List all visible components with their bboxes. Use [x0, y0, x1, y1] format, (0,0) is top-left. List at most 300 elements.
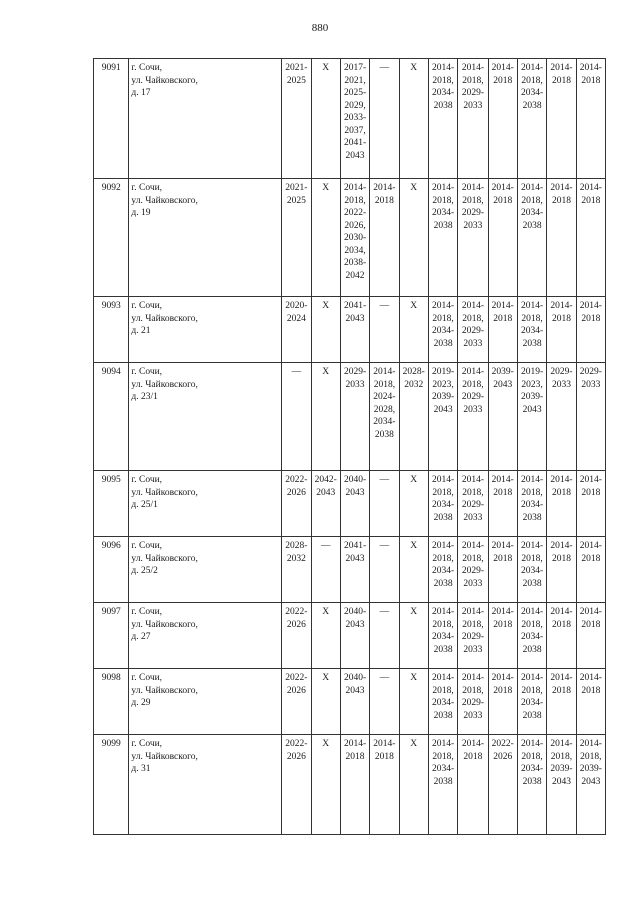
term-line: 2018,: [462, 195, 484, 206]
term-line: 2014-: [461, 673, 484, 683]
term-line: 2018,: [462, 379, 484, 390]
term-line: 2018,: [521, 75, 543, 86]
term-line: 2038: [433, 578, 453, 589]
term-line: 2043: [345, 685, 365, 696]
term-line: 2034-: [521, 764, 544, 774]
term-line: 2029-: [461, 326, 484, 336]
term-line: 2038: [522, 512, 542, 523]
term-line: 2033: [463, 100, 483, 111]
address-line: г. Сочи,: [131, 301, 163, 311]
term-line: 2029,: [344, 100, 366, 111]
term-cell: [488, 669, 517, 735]
term-cell: [428, 179, 457, 297]
address-line: д. 25/1: [131, 500, 158, 510]
term-line: 2024: [286, 313, 306, 324]
term-line: 2034-: [521, 632, 544, 642]
term-line: 2014-: [521, 541, 544, 551]
term-cell: [428, 669, 457, 735]
term-line: 2022-: [285, 673, 308, 683]
address-line: ул. Чайковского,: [131, 553, 198, 564]
term-line: 2038: [522, 644, 542, 655]
term-line: 2038: [522, 100, 542, 111]
term-cell: [370, 669, 399, 735]
term-line: 2014-: [579, 541, 602, 551]
term-line: 2018,: [521, 487, 543, 498]
address-line: г. Сочи,: [131, 673, 163, 683]
term-line: 2026: [286, 619, 306, 630]
term-cell: [488, 735, 517, 835]
term-cell: [458, 363, 488, 471]
term-cell: [370, 471, 399, 537]
table-row: [94, 603, 606, 669]
term-cell: [311, 537, 340, 603]
term-cell: [547, 669, 576, 735]
term-line: 2038: [522, 776, 542, 787]
term-cell: [340, 297, 369, 363]
term-line: 2018: [551, 313, 571, 324]
term-line: 2034-: [431, 208, 455, 218]
term-line: 2021-: [285, 183, 308, 193]
term-line: 2034-: [431, 566, 455, 576]
term-cell: [576, 735, 605, 835]
term-line: 2033: [463, 512, 483, 523]
address-line: г. Сочи,: [131, 367, 163, 377]
term-line: 2021,: [344, 75, 366, 86]
address-line: ул. Чайковского,: [131, 195, 198, 206]
term-line: 2018: [581, 195, 601, 206]
term-line: 2033: [463, 404, 483, 415]
address-line: д. 29: [131, 698, 151, 708]
term-line: 2014-: [461, 739, 484, 749]
term-line: 2014-: [461, 367, 484, 377]
table-row: [94, 735, 606, 835]
term-line: X: [410, 673, 418, 683]
term-line: 2018: [551, 487, 571, 498]
term-line: 2025: [286, 75, 306, 86]
term-line: 2043: [493, 379, 513, 390]
term-line: 2043: [522, 404, 542, 415]
term-line: 2034-: [431, 632, 455, 642]
term-line: 2014-: [550, 739, 573, 749]
term-cell: [399, 363, 428, 471]
term-line: 2029-: [550, 367, 573, 377]
term-cell: [458, 669, 488, 735]
term-cell: [488, 363, 517, 471]
term-line: 2014-: [550, 63, 573, 73]
term-line: 2038: [433, 710, 453, 721]
address-line: ул. Чайковского,: [131, 619, 198, 630]
address-line: ул. Чайковского,: [131, 379, 198, 390]
term-line: 2018,: [521, 195, 543, 206]
address-cell: [129, 669, 282, 735]
term-cell: [282, 735, 311, 835]
term-line: 2018,: [550, 751, 573, 762]
term-line: 2033: [463, 220, 483, 231]
term-line: 2030-: [343, 233, 367, 243]
term-line: X: [322, 673, 330, 683]
term-line: 2029-: [461, 632, 484, 642]
term-line: 2018,: [432, 487, 454, 498]
term-line: 2033: [463, 338, 483, 349]
term-cell: [576, 669, 605, 735]
term-cell: [517, 179, 546, 297]
term-line: 2017-: [343, 63, 367, 73]
term-line: 2022-: [491, 739, 514, 749]
table-row: [94, 471, 606, 537]
term-cell: [282, 603, 311, 669]
term-line: 2014-: [373, 367, 396, 377]
term-cell: [428, 735, 457, 835]
term-cell: [428, 603, 457, 669]
term-line: 2040-: [343, 673, 367, 683]
term-cell: [576, 603, 605, 669]
term-line: 2018,: [521, 619, 543, 630]
term-cell: [370, 603, 399, 669]
term-line: 2014-: [521, 183, 544, 193]
term-cell: [282, 179, 311, 297]
dash-mark: —: [379, 541, 390, 551]
term-line: 2043: [345, 150, 365, 161]
term-cell: [282, 669, 311, 735]
term-cell: [370, 297, 399, 363]
term-cell: [576, 59, 605, 179]
term-line: 2014-: [373, 739, 396, 749]
term-line: 2014-: [521, 673, 544, 683]
term-line: 2028,: [373, 404, 396, 415]
term-line: 2029-: [461, 208, 484, 218]
term-line: 2014-: [491, 673, 514, 683]
term-line: 2014-: [491, 541, 514, 551]
term-line: 2029-: [343, 367, 367, 377]
term-line: 2032: [286, 553, 306, 564]
term-line: 2014-: [521, 739, 544, 749]
term-line: 2014-: [461, 301, 484, 311]
term-line: 2014-: [521, 63, 544, 73]
term-line: 2018,: [462, 313, 484, 324]
term-line: 2018: [493, 553, 513, 564]
term-line: 2033: [463, 710, 483, 721]
row-number: 9091: [94, 59, 129, 179]
table-row: [94, 297, 606, 363]
term-line: 2038: [522, 338, 542, 349]
term-cell: [311, 669, 340, 735]
term-line: 2014-: [579, 607, 602, 617]
term-cell: [517, 669, 546, 735]
term-line: 2014-: [373, 183, 396, 193]
term-cell: [340, 59, 369, 179]
term-line: 2014-: [431, 739, 455, 749]
term-line: 2025-: [343, 88, 367, 98]
term-line: 2040-: [343, 607, 367, 617]
term-cell: [458, 471, 488, 537]
term-cell: [399, 471, 428, 537]
table-row: [94, 363, 606, 471]
term-line: 2038-: [343, 258, 367, 268]
term-cell: [547, 297, 576, 363]
term-cell: [458, 603, 488, 669]
term-cell: [458, 537, 488, 603]
table-row: [94, 179, 606, 297]
term-line: 2014-: [343, 183, 367, 193]
term-cell: [576, 537, 605, 603]
term-line: 2034-: [373, 417, 396, 427]
term-line: 2014-: [491, 183, 514, 193]
term-line: 2018: [493, 313, 513, 324]
term-cell: [428, 471, 457, 537]
dash-mark: —: [379, 475, 390, 485]
term-line: 2034-: [521, 566, 544, 576]
term-line: 2018: [581, 685, 601, 696]
term-cell: [340, 735, 369, 835]
term-cell: [517, 297, 546, 363]
address-line: ул. Чайковского,: [131, 487, 198, 498]
address-line: г. Сочи,: [131, 63, 163, 73]
term-line: 2021-: [285, 63, 308, 73]
address-cell: [129, 471, 282, 537]
term-line: 2018: [581, 619, 601, 630]
term-line: 2014-: [461, 541, 484, 551]
term-line: 2018: [551, 553, 571, 564]
address-line: д. 19: [131, 208, 151, 218]
term-line: 2014-: [579, 673, 602, 683]
term-line: 2018,: [432, 751, 454, 762]
term-line: 2018,: [432, 75, 454, 86]
term-line: 2018,: [373, 379, 396, 390]
term-line: 2014-: [550, 673, 573, 683]
term-line: 2026: [493, 751, 513, 762]
term-line: 2014-: [521, 607, 544, 617]
term-cell: [517, 59, 546, 179]
term-line: 2018,: [432, 195, 454, 206]
address-cell: [129, 735, 282, 835]
term-line: 2038: [433, 220, 453, 231]
term-line: 2018,: [432, 685, 454, 696]
address-cell: [129, 179, 282, 297]
term-cell: [428, 297, 457, 363]
term-cell: [576, 471, 605, 537]
term-cell: [517, 735, 546, 835]
term-line: 2014-: [579, 475, 602, 485]
term-line: 2023,: [432, 379, 454, 390]
term-cell: [311, 179, 340, 297]
term-line: 2022-: [285, 607, 308, 617]
term-cell: [282, 363, 311, 471]
term-line: 2014-: [579, 739, 602, 749]
term-line: 2020-: [285, 301, 308, 311]
term-line: 2014-: [579, 63, 602, 73]
term-cell: [547, 363, 576, 471]
address-line: д. 27: [131, 632, 151, 642]
term-line: 2014-: [579, 183, 602, 193]
term-line: 2034,: [344, 245, 366, 256]
term-cell: [370, 363, 399, 471]
term-line: 2014-: [431, 673, 455, 683]
address-line: д. 23/1: [131, 392, 158, 402]
term-line: 2018: [551, 685, 571, 696]
term-line: 2018,: [432, 313, 454, 324]
term-line: 2014-: [461, 183, 484, 193]
term-line: 2018: [374, 195, 394, 206]
address-line: ул. Чайковского,: [131, 313, 198, 324]
term-line: 2038: [433, 776, 453, 787]
term-line: 2034-: [431, 764, 455, 774]
term-line: 2038: [433, 338, 453, 349]
term-line: 2014-: [431, 301, 455, 311]
term-line: 2014-: [431, 541, 455, 551]
term-line: 2039-: [579, 764, 602, 774]
term-line: X: [410, 183, 418, 193]
term-line: 2034-: [521, 698, 544, 708]
term-cell: [488, 297, 517, 363]
term-line: 2018: [374, 751, 394, 762]
term-line: 2039-: [491, 367, 514, 377]
term-line: 2029-: [461, 392, 484, 402]
table-row: [94, 537, 606, 603]
term-line: 2026: [286, 685, 306, 696]
row-number: 9092: [94, 179, 129, 297]
term-line: 2014-: [461, 63, 484, 73]
term-line: 2023,: [521, 379, 543, 390]
term-line: 2018: [581, 553, 601, 564]
term-line: 2022-: [343, 208, 367, 218]
term-line: 2018,: [344, 195, 366, 206]
address-line: ул. Чайковского,: [131, 751, 198, 762]
term-line: 2043: [433, 404, 453, 415]
term-line: 2018,: [521, 313, 543, 324]
term-cell: [458, 59, 488, 179]
term-line: 2014-: [431, 183, 455, 193]
term-line: 2022-: [285, 739, 308, 749]
term-line: 2043: [551, 776, 571, 787]
registry-body: [94, 59, 606, 835]
address-line: д. 21: [131, 326, 151, 336]
term-line: 2018,: [521, 553, 543, 564]
row-number: 9093: [94, 297, 129, 363]
address-line: д. 25/2: [131, 566, 158, 576]
term-line: 2042-: [314, 475, 337, 485]
term-line: 2039-: [521, 392, 544, 402]
dash-mark: —: [379, 673, 390, 683]
term-cell: [311, 603, 340, 669]
term-cell: [458, 297, 488, 363]
address-cell: [129, 297, 282, 363]
term-line: 2014-: [550, 301, 573, 311]
term-line: 2014-: [431, 475, 455, 485]
term-line: 2028-: [402, 367, 425, 377]
term-line: 2018,: [432, 619, 454, 630]
term-cell: [517, 537, 546, 603]
term-line: X: [322, 183, 330, 193]
term-cell: [340, 179, 369, 297]
term-line: 2034-: [521, 326, 544, 336]
term-line: 2014-: [521, 301, 544, 311]
term-line: 2043: [316, 487, 336, 498]
term-line: 2025: [286, 195, 306, 206]
term-cell: [282, 471, 311, 537]
table-row: [94, 59, 606, 179]
address-cell: [129, 537, 282, 603]
term-cell: [282, 537, 311, 603]
term-line: 2026: [286, 751, 306, 762]
term-line: X: [322, 63, 330, 73]
term-line: 2038: [433, 100, 453, 111]
term-cell: [547, 471, 576, 537]
dash-mark: —: [379, 301, 390, 311]
term-cell: [311, 297, 340, 363]
term-line: 2018,: [462, 553, 484, 564]
term-cell: [488, 603, 517, 669]
term-line: 2014-: [461, 475, 484, 485]
row-number: 9098: [94, 669, 129, 735]
term-line: 2018,: [432, 553, 454, 564]
term-line: 2014-: [550, 475, 573, 485]
term-cell: [458, 735, 488, 835]
term-line: 2024-: [373, 392, 396, 402]
term-line: 2014-: [521, 475, 544, 485]
term-line: 2033: [463, 644, 483, 655]
term-line: X: [410, 475, 418, 485]
term-line: 2018: [493, 685, 513, 696]
term-line: 2026: [286, 487, 306, 498]
term-cell: [340, 471, 369, 537]
term-line: 2029-: [461, 698, 484, 708]
term-line: 2038: [433, 512, 453, 523]
term-line: 2018: [581, 75, 601, 86]
term-cell: [311, 471, 340, 537]
term-line: 2034-: [431, 326, 455, 336]
term-line: 2028-: [285, 541, 308, 551]
term-cell: [488, 471, 517, 537]
page-number: 880: [311, 22, 329, 34]
term-line: X: [410, 301, 418, 311]
table-row: [94, 669, 606, 735]
term-cell: [399, 735, 428, 835]
term-line: 2014-: [491, 607, 514, 617]
term-line: 2033: [345, 379, 365, 390]
term-line: 2034-: [431, 88, 455, 98]
term-line: 2018,: [462, 487, 484, 498]
term-cell: [311, 59, 340, 179]
term-line: 2014-: [461, 607, 484, 617]
term-line: 2018,: [462, 619, 484, 630]
term-cell: [399, 297, 428, 363]
row-number: 9096: [94, 537, 129, 603]
term-line: 2014-: [343, 739, 367, 749]
term-cell: [547, 735, 576, 835]
term-line: 2018: [463, 751, 483, 762]
term-line: 2043: [345, 487, 365, 498]
term-line: 2043: [345, 553, 365, 564]
term-cell: [458, 179, 488, 297]
term-line: 2018,: [521, 685, 543, 696]
term-line: 2018,: [462, 685, 484, 696]
term-line: 2034-: [431, 500, 455, 510]
term-line: 2038: [433, 644, 453, 655]
term-line: 2014-: [550, 541, 573, 551]
term-line: 2043: [345, 313, 365, 324]
term-line: 2014-: [550, 183, 573, 193]
term-cell: [399, 179, 428, 297]
term-cell: [547, 179, 576, 297]
term-line: 2018: [551, 619, 571, 630]
term-cell: [340, 363, 369, 471]
address-line: г. Сочи,: [131, 607, 163, 617]
term-line: 2038: [522, 710, 542, 721]
term-line: 2018: [493, 75, 513, 86]
term-cell: [488, 537, 517, 603]
term-line: 2042: [345, 270, 365, 281]
term-line: 2018,: [462, 75, 484, 86]
